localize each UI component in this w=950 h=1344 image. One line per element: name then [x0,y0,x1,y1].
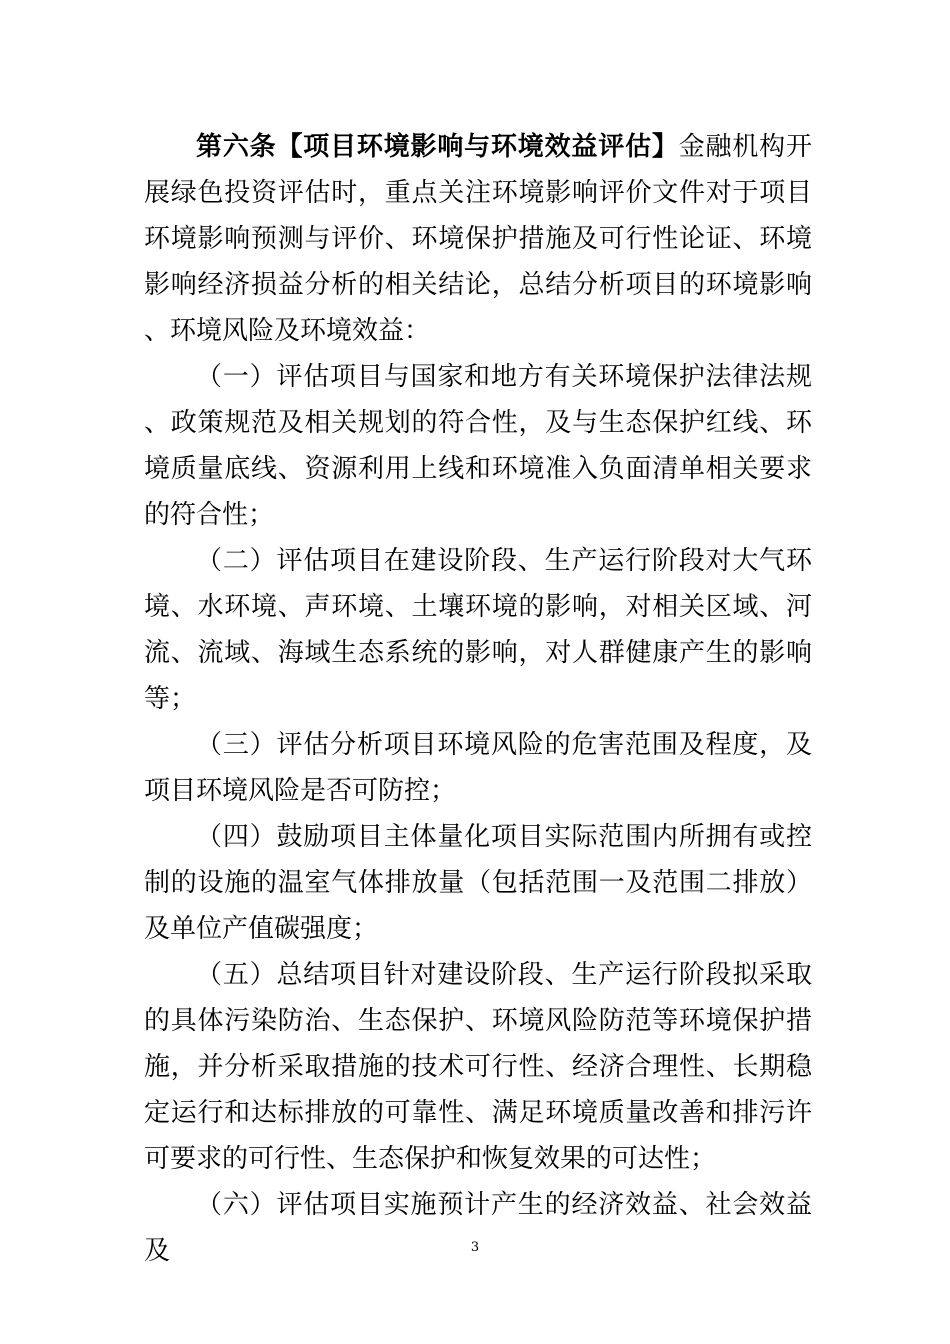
list-item: （二）评估项目在建设阶段、生产运行阶段对大气环境、水环境、声环境、土壤环境的影响，对相关区域、河流、流域、海域生态系统的影响，对人群健康产生的影响等； [144,546,812,714]
document-body [144,124,812,1274]
list-item: （四）鼓励项目主体量化项目实际范围内所拥有或控制的设施的温室气体排放量（包括范围一及范围二排放）及单位产值碳强度； [144,822,812,944]
list-item: （一）评估项目与国家和地方有关环境保护法律法规、政策规范及相关规划的符合性，及与生态保护红线、环境质量底线、资源利用上线和环境准入负面清单相关要求的符合性； [144,362,812,530]
list-item: （五）总结项目针对建设阶段、生产运行阶段拟采取的具体污染防治、生态保护、环境风险防范等环境保护措施，并分析采取措施的技术可行性、经济合理性、长期稳定运行和达标排放的可靠性、满足环境质量改善和排污许可要求的可行性、生态保护和恢复效果的可达性； [144,960,812,1174]
article-paragraph [144,124,812,354]
article-heading: 第六条【项目环境影响与环境效益评估】 [196,132,679,162]
page-number: 3 [470,1240,480,1255]
article-intro: 金融机构开展绿色投资评估时，重点关注环境影响评价文件对于项目环境影响预测与评价、环境保护措施及可行性论证、环境影响经济损益分析的相关结论，总结分析项目的环境影响、环境风险及环境效益： [144,132,812,346]
list-item: （六）评估项目实施预计产生的经济效益、社会效益及 [144,1190,812,1266]
list-item: （三）评估分析项目环境风险的危害范围及程度，及项目环境风险是否可防控； [144,730,812,806]
